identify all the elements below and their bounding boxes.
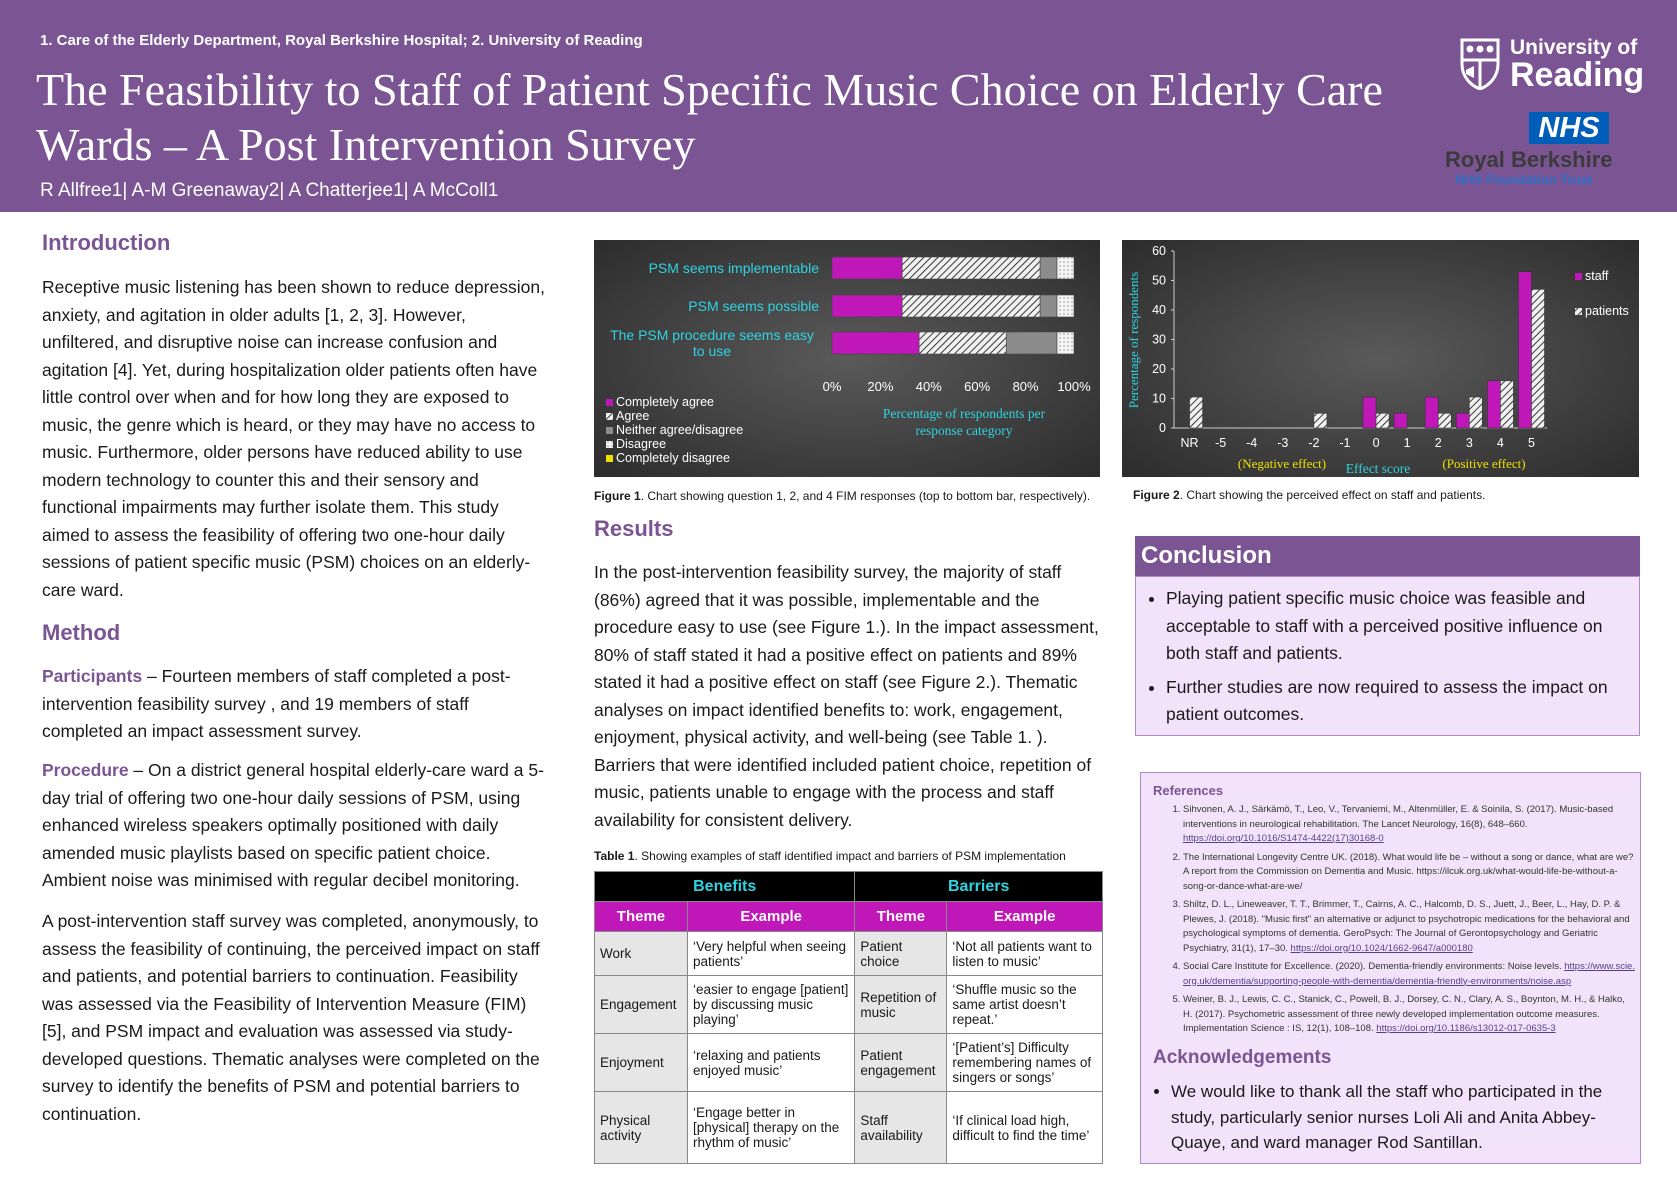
poster-header [0, 0, 1677, 212]
category-label: PSM seems implementable [648, 260, 819, 276]
tick-label: -1 [1339, 436, 1351, 450]
reference-item [1183, 993, 1635, 1037]
barrier-example: ‘[Patient’s] Difficulty remembering names of singers or songs’ [947, 1034, 1103, 1092]
reference-text: The International Longevity Centre UK. (2018). What would life be – without a song or dance, what are we? A report from the Commission on Dementia and Music. https://ilcuk.org.uk/what-would-life-be-without-a-song-or-dance-what-are-we/ [1183, 851, 1634, 892]
reference-item [1183, 898, 1635, 956]
figure1-chart [594, 240, 1100, 477]
bar-segment [902, 257, 1040, 279]
table1 [594, 871, 1103, 1164]
data-bar [1500, 381, 1513, 428]
tick-label: 20% [867, 379, 894, 394]
bar-segment [902, 295, 1040, 317]
participants-paragraph [42, 663, 547, 746]
conclusion-heading: Conclusion [1135, 536, 1640, 576]
barrier-theme: Patient choice [855, 932, 947, 976]
col-example-benefits: Example [687, 902, 854, 932]
tick-label: 4 [1496, 436, 1504, 450]
reference-link[interactable]: https://doi.org/10.1016/S1474-4422(17)30168-0 [1183, 833, 1384, 844]
nhs-trust-name: Royal Berkshire [1445, 147, 1613, 172]
authors: R Allfree1| A-M Greenaway2| A Chatterjee1| A McColl1 [40, 180, 499, 201]
x-axis-label: Effect score [1345, 461, 1411, 476]
results-text: In the post-intervention feasibility survey, the majority of staff (86%) agreed that it was possible, implementable and the procedure easy to use (see Figure 1.). In the impact assessment, 80% of staff stated it had a positive effect on patients and 89% stated it had a positive effect on staff (see Figure 2.). Thematic analyses on impact identified benefits to: work, engagement, enjoyment, physical activity, and well-being (see Table 1. ). Barriers that were identified included patient choice, repetition of music, patients unable to engage with the process and staff availability for consistent delivery. [594, 562, 1099, 830]
benefit-example: ‘relaxing and patients enjoyed music’ [687, 1034, 854, 1092]
col-theme-benefits: Theme [595, 902, 688, 932]
benefit-theme: Work [595, 932, 688, 976]
introduction-text: Receptive music listening has been shown to reduce depression, anxiety, and agitation in older adults [1, 2, 3]. However, unfiltered, and disruptive noise can increase confusion and agitation [4]. Yet, during hospitalization older patients often have little control over when and for how long they are exposed to music, the genre which is heard, or they may have no access to music. Furthermore, older persons have reduced ability to use modern technology to counter this and their sensory and functional impairments may further isolate them. This study aimed to assess the feasibility of offering two one-hour daily sessions of patient specific music (PSM) choices on an elderly-care ward. [42, 277, 545, 600]
tick-label: 100% [1057, 379, 1091, 394]
legend-label: staff [1585, 269, 1609, 283]
data-bar [1314, 413, 1327, 428]
data-bar [1518, 272, 1531, 428]
tick-label: 20 [1152, 362, 1166, 376]
tick-label: -2 [1308, 436, 1320, 450]
figure2-caption-label: Figure 2 [1133, 488, 1180, 502]
figure1-caption-text: . Chart showing question 1, 2, and 4 FIM responses (top to bottom bar, respectively). [640, 489, 1091, 503]
tick-label: -4 [1246, 436, 1258, 450]
tick-label: 50 [1152, 273, 1166, 288]
benefit-example: ‘Engage better in [physical] therapy on the rhythm of music’ [687, 1092, 854, 1164]
bar-segment [919, 332, 1006, 354]
tick-label: 60% [964, 379, 991, 394]
legend-label: Completely agree [616, 395, 714, 409]
bar-segment [832, 257, 902, 279]
figure1-svg [594, 240, 1100, 477]
legend-swatch [606, 441, 613, 448]
tick-label: 60 [1152, 244, 1166, 258]
barrier-example: ‘If clinical load high, difficult to find the time’ [947, 1092, 1103, 1164]
legend-swatch [1575, 273, 1582, 280]
legend-label: patients [1585, 304, 1629, 318]
col-example-barriers: Example [947, 902, 1103, 932]
references-box [1140, 772, 1641, 1164]
col-theme-barriers: Theme [855, 902, 947, 932]
tick-label: 10 [1152, 391, 1166, 406]
conclusion-box [1135, 576, 1640, 736]
references-heading: References [1153, 783, 1224, 798]
tick-label: -5 [1215, 436, 1227, 450]
barrier-theme: Staff availability [855, 1092, 947, 1164]
bar-segment [1057, 295, 1074, 317]
method-heading: Method [42, 620, 121, 645]
tick-label: 0 [1372, 436, 1380, 450]
data-bar [1394, 413, 1407, 428]
legend-label: Disagree [616, 437, 667, 451]
reference-item [1183, 803, 1635, 847]
shield-icon [1460, 38, 1500, 90]
reference-text: Sihvonen, A. J., Särkämö, T., Leo, V., Tervaniemi, M., Altenmüller, E. & Soinila, S. (2017). Music-based interventions in neurological rehabilitation. The Lancet Neurology, 16(8), 648–660. [1183, 804, 1614, 830]
data-bar [1487, 381, 1500, 428]
benefit-theme: Enjoyment [595, 1034, 688, 1092]
data-bar [1376, 413, 1389, 428]
legend-label: Agree [616, 409, 650, 423]
introduction-heading: Introduction [42, 230, 171, 255]
benefit-theme: Engagement [595, 976, 688, 1034]
data-bar [1425, 397, 1438, 428]
references-list [1169, 803, 1635, 1041]
table1-group-header [595, 872, 1103, 902]
tick-label: 30 [1152, 332, 1166, 347]
reference-text: Weiner, B. J., Lewis, C. C., Stanick, C., Powell, B. J., Dorsey, C. N., Clary, A. S., Boynton, M. H., & Halko, H. (2017). Psychometric assessment of three newly developed implementation outcome measures. Implementation Science : IS, 12(1), 108–108. [1183, 994, 1625, 1034]
bar-segment [832, 295, 902, 317]
acknowledgements-heading: Acknowledgements [1153, 1047, 1332, 1068]
participants-label: Participants [42, 666, 143, 686]
barrier-example: ‘Shuffle music so the same artist doesn’t repeat.’ [947, 976, 1103, 1034]
bar-segment [1040, 295, 1057, 317]
bar-segment [1040, 257, 1057, 279]
tick-label: -3 [1277, 436, 1289, 450]
reference-link[interactable]: https://doi.org/10.1186/s13012-017-0635-3 [1376, 1023, 1556, 1034]
tick-label: 80% [1012, 379, 1039, 394]
legend-swatch [606, 455, 613, 462]
conclusion-item: • Playing patient specific music choice was feasible and acceptable to staff with a perceived positive influence on both staff and patients. [1166, 585, 1627, 668]
x-axis-label: Percentage of respondents per [882, 406, 1046, 421]
tick-label: 5 [1527, 436, 1535, 450]
survey-paragraph: A post-intervention staff survey was completed, anonymously, to assess the feasibility of continuing, the perceived impact on staff and patients, and potential barriers to continuation. Feasibility was assessed via the Feasibility of Intervention Measure (FIM) [5], and PSM impact and evaluation was assessed via study-developed questions. Thematic analyses were completed on the survey to identify the benefits of PSM and potential barriers to continuation. [42, 911, 540, 1124]
reference-text: Social Care Institute for Excellence. (2020). Dementia-friendly environments: Noise levels. [1183, 961, 1565, 972]
nhs-badge: NHS [1529, 112, 1609, 144]
acknowledgements-text: • We would like to thank all the staff who participated in the study, particularly senior nurses Loli Ali and Anita Abbey-Quaye, and ward manager Rod Santillan. [1171, 1079, 1633, 1156]
acknowledgements-list [1153, 1079, 1633, 1156]
data-bar [1531, 289, 1544, 428]
y-axis-label: Percentage of respondents [1126, 271, 1141, 409]
tick-label: 1 [1403, 436, 1411, 450]
category-label: PSM seems possible [688, 298, 819, 314]
university-of-reading-logo [1460, 36, 1645, 96]
figure2-chart [1122, 240, 1639, 477]
legend-swatch [606, 427, 613, 434]
benefits-header: Benefits [595, 872, 855, 902]
barrier-theme: Patient engagement [855, 1034, 947, 1092]
data-bar [1456, 413, 1469, 428]
data-bar [1469, 397, 1482, 428]
tick-label: 0% [822, 379, 842, 394]
table-row [595, 932, 1103, 976]
figure2-caption [1133, 488, 1485, 502]
bar-segment [1057, 257, 1074, 279]
bar-segment [832, 332, 919, 354]
figure2-caption-text: . Chart showing the perceived effect on staff and patients. [1179, 488, 1486, 502]
conclusion-item: • Further studies are now required to assess the impact on patient outcomes. [1166, 674, 1627, 729]
barrier-theme: Repetition of music [855, 976, 947, 1034]
bar-segment [1006, 332, 1057, 354]
figure1-caption-label: Figure 1 [594, 489, 641, 503]
legend-swatch [1575, 308, 1582, 315]
table-row [595, 1034, 1103, 1092]
uor-logo-line2: Reading [1510, 56, 1645, 94]
bar-segment [1057, 332, 1074, 354]
nhs-logo [1445, 112, 1625, 188]
conclusion-list [1166, 585, 1627, 729]
tick-label: 40 [1152, 303, 1166, 317]
benefit-example: ‘easier to engage [patient] by discussing music playing’ [687, 976, 854, 1034]
results-heading: Results [594, 516, 674, 541]
legend-swatch [606, 413, 613, 420]
category-label: The PSM procedure seems easy [610, 327, 814, 343]
benefit-theme: Physical activity [595, 1092, 688, 1164]
table1-caption-label: Table 1 [594, 849, 635, 863]
procedure-label: Procedure [42, 760, 129, 780]
annotation-positive: (Positive effect) [1442, 456, 1526, 471]
reference-item [1183, 960, 1635, 989]
data-bar [1438, 413, 1451, 428]
reference-item [1183, 851, 1635, 895]
tick-label: 40% [915, 379, 942, 394]
table-row [595, 1092, 1103, 1164]
x-axis-label: response category [915, 423, 1013, 438]
poster-title: The Feasibility to Staff of Patient Specific Music Choice on Elderly Care Wards – A Post Intervention Survey [36, 64, 1383, 170]
uor-logo-line1: University of [1510, 36, 1638, 59]
table1-column-header [595, 902, 1103, 932]
reference-link[interactable]: https://doi.org/10.1024/1662-9647/a000180 [1290, 942, 1473, 954]
barriers-header: Barriers [855, 872, 1103, 902]
reference-link[interactable]: https://www.scie.org.uk/dementia/supporting-people-with-dementia/dementia-friendly-environments/noise.asp [1183, 961, 1635, 987]
table-row [595, 976, 1103, 1034]
barrier-example: ‘Not all patients want to listen to music’ [947, 932, 1103, 976]
data-bar [1190, 397, 1203, 428]
legend-swatch [606, 399, 613, 406]
figure1-caption [594, 489, 1090, 503]
table1-caption [594, 849, 1066, 863]
tick-label: 0 [1159, 421, 1166, 435]
table1-caption-text: . Showing examples of staff identified impact and barriers of PSM implementation [634, 849, 1066, 863]
data-bar [1363, 397, 1376, 428]
category-label: to use [692, 343, 732, 359]
reference-text: Shiltz, D. L., Lineweaver, T. T., Brimmer, T., Cairns, A. C., Halcomb, D. S., Juett, J., Beer, L., Hay, D. P. & Plewes, J. (2018). "Music first" an alternative or adjunct to psychotropic medications for the behavioral and psychological symptoms of dementia. GeroPsych: The Journal of Gerontopsychology and Geriatric Psychiatry, 31(1), 17–30. [1183, 899, 1630, 954]
procedure-paragraph [42, 757, 547, 895]
tick-label: 2 [1434, 436, 1442, 450]
legend-label: Completely disagree [616, 451, 730, 465]
affiliations: 1. Care of the Elderly Department, Royal Berkshire Hospital; 2. University of Reading [40, 32, 643, 49]
figure2-svg [1122, 240, 1639, 477]
tick-label: 3 [1465, 436, 1473, 450]
legend-label: Neither agree/disagree [616, 423, 744, 437]
tick-label: NR [1180, 436, 1199, 450]
participants-text: – Fourteen members of staff completed a post-intervention feasibility survey , and 19 members of staff completed an impact assessment survey. [42, 666, 511, 741]
annotation-negative: (Negative effect) [1237, 456, 1327, 471]
nhs-foundation-trust: NHS Foundation Trust [1455, 172, 1593, 187]
benefit-example: ‘Very helpful when seeing patients’ [687, 932, 854, 976]
procedure-text: – On a district general hospital elderly-care ward a 5-day trial of offering two one-hour daily sessions of PSM, using enhanced wireless speakers optimally positioned with daily amended music playlists based on specific patient choice. Ambient noise was minimised with regular decibel monitoring. [42, 760, 544, 890]
